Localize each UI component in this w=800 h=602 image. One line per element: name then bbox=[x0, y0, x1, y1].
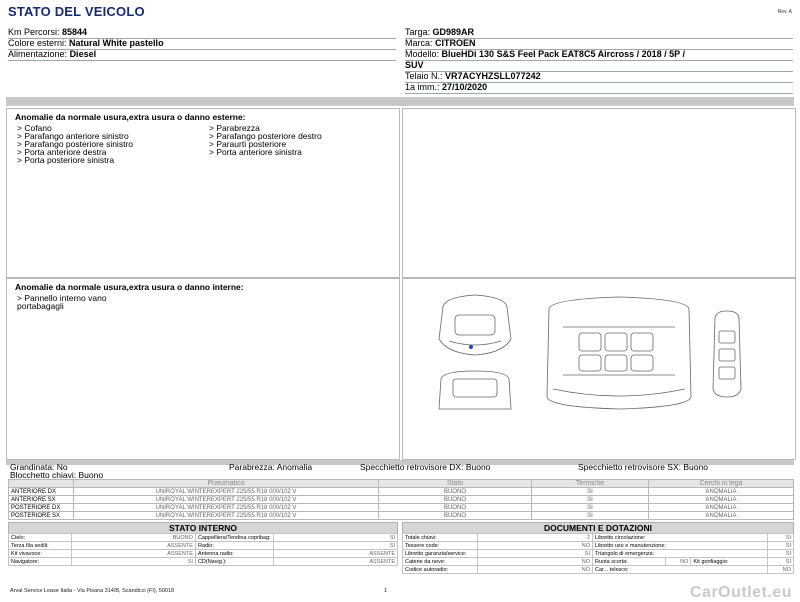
damage-item: > Parafango anteriore sinistro bbox=[17, 131, 129, 141]
front-view-outline bbox=[439, 295, 511, 355]
kv-label: Terza fila sedili: bbox=[9, 542, 72, 550]
damage-item: > Parafango posteriore destro bbox=[209, 131, 322, 141]
tyre-model: UNIROYAL WINTEREXPERT 225/55 R18 000/102 V bbox=[74, 504, 379, 512]
tyre-rims: ANOMALIA bbox=[649, 504, 794, 512]
tyre-rims: ANOMALIA bbox=[649, 496, 794, 504]
kv-value: ASSENTE bbox=[273, 558, 397, 566]
status-specchietto-dx: Specchietto retrovisore DX: Buono bbox=[360, 462, 491, 472]
stato-interno-table bbox=[8, 533, 398, 566]
kv-label: Libretto uso e manutenzione: bbox=[593, 542, 768, 550]
tyre-position: ANTERIORE DX bbox=[9, 488, 74, 496]
kv-label: Antenna radio: bbox=[195, 550, 273, 558]
kv-value: NO bbox=[665, 558, 691, 566]
external-damage-heading: Anomalie da normale usura,extra usura o danno esterne: bbox=[15, 112, 246, 122]
internal-damage-box bbox=[6, 278, 400, 460]
tyre-thermal: SI bbox=[532, 488, 649, 496]
tyre-model: UNIROYAL WINTEREXPERT 225/55 R18 000/102 V bbox=[74, 488, 379, 496]
table-row bbox=[403, 534, 794, 542]
tyres-header bbox=[9, 480, 74, 488]
status-specchietto-sx: Specchietto retrovisore SX: Buono bbox=[578, 462, 708, 472]
info-marca: Marca: CITROEN bbox=[405, 38, 793, 50]
tyre-state: BUONO bbox=[379, 488, 532, 496]
tyre-model: UNIROYAL WINTEREXPERT 225/55 R18 000/102 V bbox=[74, 512, 379, 520]
tyre-thermal: SI bbox=[532, 496, 649, 504]
tyre-position: POSTERIORE SX bbox=[9, 512, 74, 520]
info-alimentazione: Alimentazione: Diesel bbox=[8, 49, 396, 61]
info-km: Km Percorsi: 85844 bbox=[8, 27, 396, 39]
table-row bbox=[9, 558, 398, 566]
table-row bbox=[9, 488, 794, 496]
table-row bbox=[9, 504, 794, 512]
revision-label: Rev. A bbox=[777, 9, 792, 15]
kv-value: ASSENTE bbox=[71, 542, 195, 550]
tyre-rims: ANOMALIA bbox=[649, 488, 794, 496]
info-modello-cont: SUV bbox=[405, 60, 793, 72]
kv-label: Libretto garanzia/service: bbox=[403, 550, 478, 558]
damage-item: > Paraurti posteriore bbox=[209, 139, 287, 149]
kv-value: SI bbox=[768, 558, 794, 566]
rear-view-outline bbox=[439, 371, 511, 409]
kv-label: Triangolo di emergenza: bbox=[593, 550, 768, 558]
side-view-outline bbox=[713, 311, 741, 397]
page-title: STATO DEL VEICOLO bbox=[8, 4, 145, 19]
kv-value: ASSENTE bbox=[273, 550, 397, 558]
info-telaio: Telaio N.: VR7ACYHZSLL077242 bbox=[405, 71, 793, 83]
kv-label: Cielo: bbox=[9, 534, 72, 542]
kv-label: Kit vivavoce: bbox=[9, 550, 72, 558]
table-row bbox=[9, 534, 398, 542]
car-diagram-area bbox=[402, 278, 796, 460]
kv-value: SI bbox=[71, 558, 195, 566]
table-row bbox=[9, 496, 794, 504]
tyres-header: Cerchi in lega bbox=[649, 480, 794, 488]
tyres-header: Termiche bbox=[532, 480, 649, 488]
watermark-logo: CarOutlet.eu bbox=[689, 584, 792, 601]
kv-value: SI bbox=[273, 534, 397, 542]
kv-value: SI bbox=[478, 550, 593, 558]
table-row bbox=[9, 512, 794, 520]
kv-label: Totale chiavi: bbox=[403, 534, 478, 542]
external-photo-area bbox=[402, 108, 796, 278]
info-imm: 1a imm.: 27/10/2020 bbox=[405, 82, 793, 94]
table-row bbox=[403, 550, 794, 558]
damage-marker bbox=[469, 345, 473, 349]
car-damage-diagram bbox=[403, 279, 795, 459]
external-damage-list-1 bbox=[17, 124, 133, 164]
tyres-header-row bbox=[9, 480, 794, 488]
kv-value: SI bbox=[273, 542, 397, 550]
damage-item: portabagagli bbox=[17, 301, 64, 311]
damage-item: > Pannello interno vano bbox=[17, 293, 107, 303]
damage-item: > Porta anteriore sinistra bbox=[209, 147, 302, 157]
documenti-title: DOCUMENTI E DOTAZIONI bbox=[402, 522, 794, 534]
documenti-table bbox=[402, 533, 794, 574]
kv-label: Kit gonfiaggio: bbox=[691, 558, 768, 566]
separator-bar bbox=[6, 97, 794, 106]
kv-value: SI bbox=[768, 542, 794, 550]
tyre-state: BUONO bbox=[379, 512, 532, 520]
kv-value: NO bbox=[478, 558, 593, 566]
table-row bbox=[403, 558, 794, 566]
kv-label: Catene da neve: bbox=[403, 558, 478, 566]
kv-label: Ruota scorta: bbox=[593, 558, 666, 566]
tyre-state: BUONO bbox=[379, 504, 532, 512]
stato-interno-title: STATO INTERNO bbox=[8, 522, 398, 534]
tyre-position: ANTERIORE SX bbox=[9, 496, 74, 504]
table-row bbox=[403, 566, 794, 574]
damage-item: > Parabrezza bbox=[209, 123, 260, 133]
kv-value: 2 bbox=[478, 534, 593, 542]
tyre-rims: ANOMALIA bbox=[649, 512, 794, 520]
tyres-header: Pneumatico bbox=[74, 480, 379, 488]
tyre-thermal: SI bbox=[532, 512, 649, 520]
kv-label: CD(Navig.): bbox=[195, 558, 273, 566]
kv-label: Codice autoradio: bbox=[403, 566, 478, 574]
damage-item: > Porta anteriore destra bbox=[17, 147, 107, 157]
external-damage-list-2 bbox=[209, 124, 322, 156]
status-blocchetto: Blocchetto chiavi: Buono bbox=[10, 470, 104, 480]
kv-value: BUONO bbox=[71, 534, 195, 542]
kv-label: Radio: bbox=[195, 542, 273, 550]
kv-label: Libretto circolazione: bbox=[593, 534, 768, 542]
tyres-header: Stato bbox=[379, 480, 532, 488]
status-grandinata: Grandinata: No bbox=[10, 462, 68, 472]
tyre-model: UNIROYAL WINTEREXPERT 225/55 R18 000/102 V bbox=[74, 496, 379, 504]
internal-damage-list bbox=[17, 294, 107, 310]
info-colore: Colore esterni: Natural White pastello bbox=[8, 38, 396, 50]
internal-damage-heading: Anomalie da normale usura,extra usura o danno interne: bbox=[15, 282, 244, 292]
info-modello: Modello: BlueHDi 130 S&S Feel Pack EAT8C5 Aircross / 2018 / 5P / bbox=[405, 49, 793, 61]
kv-label: Car... telesco: bbox=[593, 566, 768, 574]
kv-label: Navigatore: bbox=[9, 558, 72, 566]
damage-item: > Cofano bbox=[17, 123, 52, 133]
kv-value: NO bbox=[478, 542, 593, 550]
table-row bbox=[9, 550, 398, 558]
external-damage-box bbox=[6, 108, 400, 278]
table-row bbox=[403, 542, 794, 550]
kv-value: ASSENTE bbox=[71, 550, 195, 558]
table-row bbox=[9, 542, 398, 550]
footer-company: Arval Service Lease Italia - Via Pisana 314/B, Scandicci (FI), 50018 bbox=[10, 588, 175, 594]
tyre-state: BUONO bbox=[379, 496, 532, 504]
kv-label: Tessere code: bbox=[403, 542, 478, 550]
status-parabrezza: Parabrezza: Anomalia bbox=[229, 462, 313, 472]
tyres-table bbox=[8, 479, 794, 520]
damage-item: > Parafango posteriore sinistro bbox=[17, 139, 133, 149]
kv-value: NO bbox=[478, 566, 593, 574]
kv-label: Cappelliera/Tendina copribag: bbox=[195, 534, 273, 542]
kv-value: NO bbox=[768, 566, 794, 574]
kv-value: SI bbox=[768, 534, 794, 542]
kv-value: SI bbox=[768, 550, 794, 558]
footer-page-number: 1 bbox=[384, 588, 388, 594]
tyre-position: POSTERIORE DX bbox=[9, 504, 74, 512]
info-targa: Targa: GD989AR bbox=[405, 27, 793, 39]
tyre-thermal: SI bbox=[532, 504, 649, 512]
damage-item: > Porta posteriore sinistra bbox=[17, 155, 115, 165]
